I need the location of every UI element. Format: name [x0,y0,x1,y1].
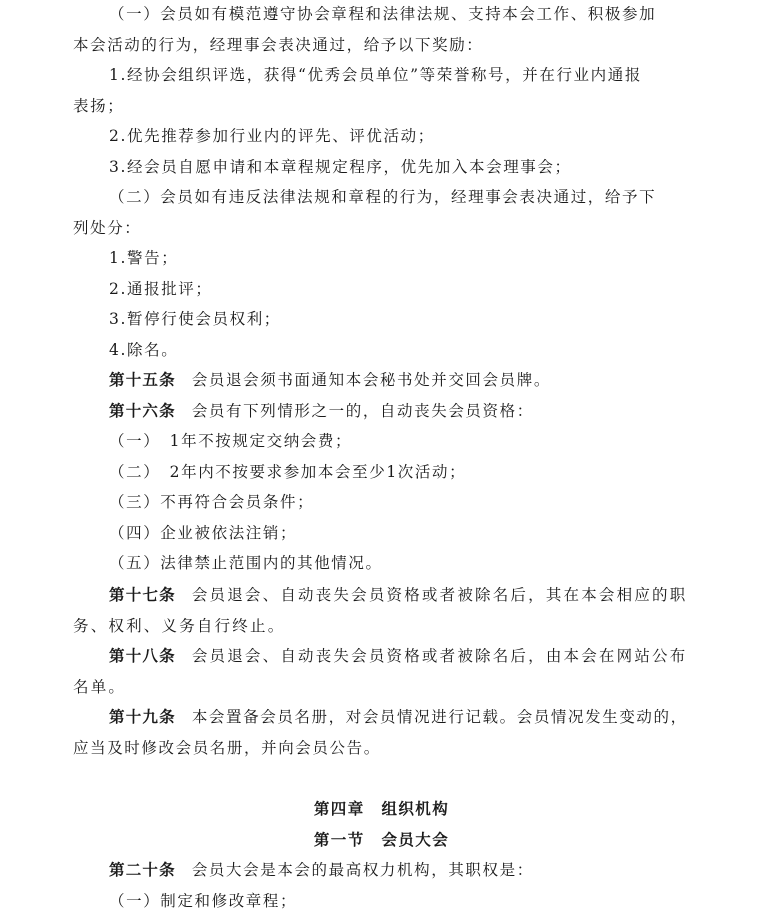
article-15-text: 会员退会须书面通知本会秘书处并交回会员牌。 [191,371,551,389]
article-19-label: 第十九条 [109,708,176,726]
penalty-item-3: 3.暂停行使会员权利； [109,310,281,328]
reward-item-1-line2: 表扬； [73,97,125,115]
article-16 [109,401,534,421]
article-16-item-2: （二） 2年内不按要求参加本会至少1次活动； [109,463,467,481]
article-16-item-1: （一） 1年不按规定交纳会费； [109,432,353,450]
article-16-text: 会员有下列情形之一的，自动丧失会员资格： [191,402,534,420]
penalty-item-4: 4.除名。 [109,341,179,359]
article-20-item-1: （一）制定和修改章程； [109,892,298,910]
article-19 [109,707,688,727]
article-18-text-line2: 名单。 [73,678,127,696]
article-18-text-line1: 会员退会、自动丧失会员资格或者被除名后，由本会在网站公布 [191,647,688,665]
article-18 [109,646,687,666]
penalty-item-1: 1.警告； [109,249,179,267]
article-15-label: 第十五条 [109,371,176,389]
reward-item-3: 3.经会员自愿申请和本章程规定程序，优先加入本会理事会； [109,158,572,176]
article-17-text-line1: 会员退会、自动丧失会员资格或者被除名后，其在本会相应的职 [191,586,688,604]
rewards-intro-line1: （一）会员如有模范遵守协会章程和法律法规、支持本会工作、积极参加 [109,5,657,23]
article-20-text: 会员大会是本会的最高权力机构，其职权是： [191,861,534,879]
section-title: 第一节 会员大会 [313,831,450,849]
reward-item-2: 2.优先推荐参加行业内的评先、评优活动； [109,127,435,145]
penalties-intro-line1: （二）会员如有违反法律法规和章程的行为，经理事会表决通过，给予下 [109,188,657,206]
rewards-intro-line2: 本会活动的行为，经理事会表决通过，给予以下奖励： [73,36,484,54]
article-18-label: 第十八条 [109,647,176,665]
article-19-text-line1: 本会置备会员名册，对会员情况进行记载。会员情况发生变动的， [191,708,688,726]
reward-item-1-line1: 1.经协会组织评选，获得“优秀会员单位”等荣誉称号，并在行业内通报 [109,66,642,84]
penalties-intro-line2: 列处分： [73,219,142,237]
article-17 [109,585,687,605]
article-17-text-line2: 务、权利、义务自行终止。 [73,617,286,635]
article-16-item-5: （五）法律禁止范围内的其他情况。 [109,554,383,572]
article-16-label: 第十六条 [109,402,176,420]
chapter-title: 第四章 组织机构 [313,800,450,818]
article-20-label: 第二十条 [109,861,176,879]
article-20 [109,860,534,880]
article-16-item-3: （三）不再符合会员条件； [109,493,315,511]
article-16-item-4: （四）企业被依法注销； [109,524,298,542]
article-19-text-line2: 应当及时修改会员名册，并向会员公告。 [73,739,381,757]
article-17-label: 第十七条 [109,586,176,604]
article-15 [109,370,551,390]
penalty-item-2: 2.通报批评； [109,280,213,298]
